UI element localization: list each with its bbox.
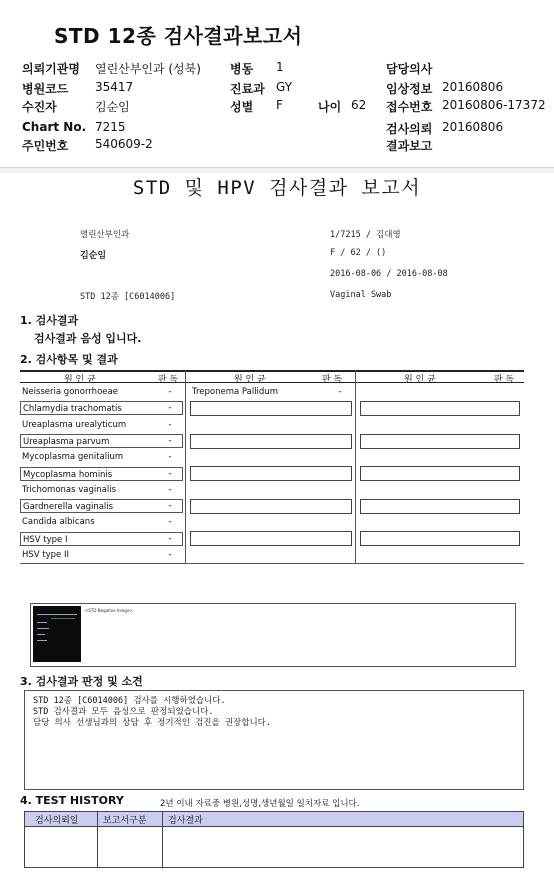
hospcode-label: 병원코드	[22, 82, 69, 96]
empty-result-slot	[190, 434, 352, 449]
meta-chart-doctor: 1/7215 / 김대영	[330, 230, 401, 240]
pathogen-result: -	[168, 517, 172, 528]
resident-value: 540609-2	[95, 137, 153, 151]
history-header	[25, 812, 523, 827]
col-result-3: 판 독	[494, 375, 515, 385]
meta-dates: 2016-08-06 / 2016-08-08	[330, 269, 448, 279]
empty-result-slot	[360, 466, 520, 481]
empty-result-slot	[190, 499, 352, 514]
pathogen-name: Trichomonas vaginalis	[22, 484, 117, 495]
dept-value: GY	[276, 80, 293, 94]
history-col-result: 검사결과	[168, 816, 203, 826]
opinion-line-1: STD 12종 [C6014006] 검사를 시행하였습니다.	[33, 696, 226, 706]
meta-test-code: STD 12종 [C6014006]	[80, 292, 176, 302]
ward-value: 1	[276, 60, 284, 74]
col-pathogen-3: 원 인 균	[404, 375, 436, 385]
col-result-2: 판 독	[322, 375, 343, 385]
pathogen-name: HSV type II	[22, 550, 70, 560]
col-pathogen-1: 원 인 균	[64, 375, 96, 385]
pathogen-result: -	[168, 468, 172, 479]
meta-hospital: 열린산부인과	[80, 230, 130, 240]
pathogen-name: Mycoplasma hominis	[20, 467, 183, 481]
opinion-line-2: STD 검사결과 모두 음성으로 판정되었습니다.	[33, 707, 214, 717]
pathogen-result: -	[168, 403, 172, 414]
meta-specimen: Vaginal Swab	[330, 290, 392, 300]
ward-label: 병동	[230, 62, 254, 76]
pathogen-name: Gardnerella vaginalis	[20, 499, 183, 513]
results-table	[20, 370, 524, 564]
dept-label: 진료과	[230, 82, 265, 96]
age-label: 나이	[318, 100, 342, 114]
history-table	[24, 811, 524, 868]
resident-label: 주민번호	[22, 139, 69, 153]
section3-title: 3. 검사결과 판정 및 소견	[20, 675, 143, 688]
pathogen-name: Neisseria gonorrhoeae	[22, 387, 118, 397]
receipt-value: 20160806-17372	[442, 98, 546, 112]
section2-title: 2. 검사항목 및 결과	[20, 353, 118, 366]
pathogen-result: -	[168, 387, 172, 397]
chart-label: Chart No.	[22, 120, 87, 134]
chart-value: 7215	[95, 120, 126, 134]
empty-result-slot	[360, 499, 520, 514]
meta-patient: 김순임	[80, 251, 107, 261]
section1-title: 1. 검사결과	[20, 314, 79, 327]
opinion-box	[24, 690, 524, 790]
clinical-value: 20160806	[442, 80, 504, 94]
report-paper	[0, 173, 554, 888]
col-pathogen-2: 원 인 균	[234, 375, 266, 385]
pathogen-result: -	[168, 484, 172, 495]
pathogen-result: -	[168, 550, 172, 560]
pathogen-result: -	[168, 452, 172, 463]
empty-result-slot	[190, 401, 352, 416]
pathogen-name: Ureaplasma parvum	[20, 434, 183, 448]
opinion-line-3: 담당 의사 선생님과의 상담 후 정기적인 검진을 권장합니다.	[33, 718, 272, 728]
pathogen-result: -	[168, 533, 172, 544]
report-label: 결과보고	[386, 139, 433, 153]
clinical-label: 임상정보	[386, 82, 433, 96]
pathogen-name: Candida albicans	[22, 517, 95, 528]
pathogen-name: HSV type I	[20, 532, 183, 546]
report-title: STD 및 HPV 검사결과 보고서	[132, 177, 422, 199]
org-label: 의뢰기관명	[22, 62, 80, 76]
history-note: 2년 이내 자료중 병원,성명,생년월일 일치자료 입니다.	[160, 799, 360, 809]
gel-image	[33, 606, 81, 662]
patient-value: 김순임	[95, 100, 130, 114]
gel-caption: <STD Negative Image>	[85, 608, 133, 613]
empty-result-slot	[360, 401, 520, 416]
section1-summary: 검사결과 음성 입니다.	[34, 332, 142, 345]
doctor-label: 담당의사	[386, 62, 433, 76]
col-result-1: 판 독	[158, 375, 179, 385]
pathogen-name: Mycoplasma genitalium	[22, 452, 124, 463]
pathogen-name: Chlamydia trachomatis	[20, 401, 183, 415]
pathogen-treponema: Treponema Pallidum	[192, 387, 278, 397]
request-label: 검사의뢰	[386, 122, 433, 136]
sex-value: F	[276, 98, 283, 112]
empty-result-slot	[360, 434, 520, 449]
org-value: 열린산부인과 (성북)	[95, 62, 201, 76]
request-value: 20160806	[442, 120, 504, 134]
results-header	[20, 370, 524, 383]
org-field	[22, 60, 80, 77]
empty-result-slot	[190, 466, 352, 481]
patient-label: 수진자	[22, 100, 57, 114]
gel-image-frame	[30, 603, 516, 667]
pathogen-result: -	[168, 435, 172, 446]
empty-result-slot	[360, 531, 520, 546]
pathogen-result: -	[168, 419, 172, 430]
receipt-label: 접수번호	[386, 100, 433, 114]
age-value: 62	[351, 98, 367, 112]
sex-label: 성별	[230, 100, 254, 114]
empty-result-slot	[190, 531, 352, 546]
pathogen-result: -	[168, 501, 172, 512]
result-treponema: -	[338, 387, 342, 397]
hospcode-value: 35417	[95, 80, 134, 94]
history-col-date: 검사의뢰일	[35, 816, 79, 826]
report-header	[0, 0, 554, 168]
header-title: STD 12종 검사결과보고서	[54, 24, 303, 48]
section4-title: 4. TEST HISTORY	[20, 794, 124, 807]
pathogen-name: Ureaplasma urealyticum	[22, 419, 127, 430]
meta-sex-age: F / 62 / ()	[330, 248, 387, 258]
history-col-type: 보고서구분	[103, 816, 147, 826]
